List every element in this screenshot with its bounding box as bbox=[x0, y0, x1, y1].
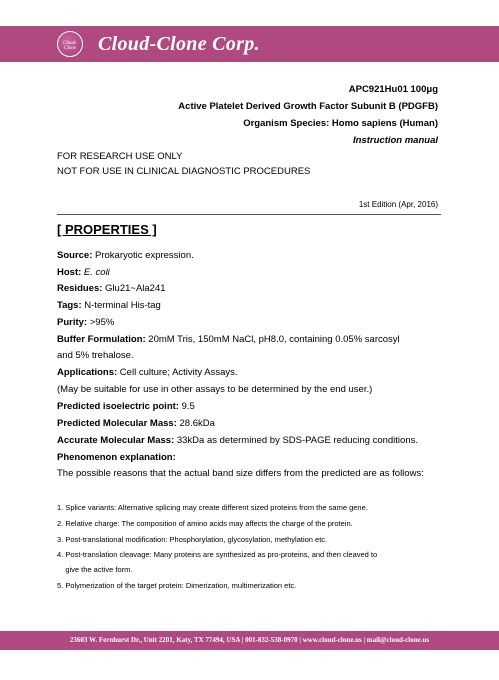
prop-buffer: Buffer Formulation: 20mM Tris, 150mM NaCl, pH8.0, containing 0.05% sarcosyl bbox=[57, 334, 400, 345]
clinical-notice: NOT FOR USE IN CLINICAL DIAGNOSTIC PROCEDURES bbox=[57, 166, 311, 177]
prop-residues: Residues: Glu21~Ala241 bbox=[57, 283, 166, 294]
prop-source: Source: Prokaryotic expression. bbox=[57, 250, 194, 261]
reason-item: 1. Splice variants: Alternative splicing may create different sized proteins from the same gene. bbox=[57, 503, 368, 512]
prop-phenomenon: Phenomenon explanation: bbox=[57, 452, 176, 463]
prop-buffer-cont: and 5% trehalose. bbox=[57, 350, 134, 361]
product-name: Active Platelet Derived Growth Factor Subunit B (PDGFB) bbox=[178, 101, 438, 112]
prop-pi: Predicted isoelectric point: 9.5 bbox=[57, 401, 195, 412]
section-title: [ PROPERTIES ] bbox=[57, 222, 157, 237]
divider bbox=[57, 214, 441, 215]
reason-item: 3. Post-translational modification: Phosphorylation, glycosylation, methylation etc. bbox=[57, 535, 328, 544]
manual-title: Instruction manual bbox=[353, 135, 438, 146]
organism-species: Organism Species: Homo sapiens (Human) bbox=[243, 118, 438, 129]
prop-purity: Purity: >95% bbox=[57, 317, 115, 328]
reason-item: 4. Post-translation cleavage: Many proteins are synthesized as pro-proteins, and then cleaved to bbox=[57, 550, 378, 559]
research-notice: FOR RESEARCH USE ONLY bbox=[57, 151, 183, 162]
footer-contact: 23603 W. Fernhurst Dr., Unit 2201, Katy, TX 77494, USA | 001-832-538-0970 | www.cloud-clone.us | mail@cloud-clone.us bbox=[0, 631, 499, 650]
reason-item: 5. Polymerization of the target protein: Dimerization, multimerization etc. bbox=[57, 581, 297, 590]
reason-item: give the active form. bbox=[57, 565, 133, 574]
prop-applications-note: (May be suitable for use in other assays to be determined by the end user.) bbox=[57, 384, 373, 395]
prop-host: Host: E. coli bbox=[57, 267, 110, 278]
prop-predicted-mass: Predicted Molecular Mass: 28.6kDa bbox=[57, 418, 215, 429]
company-logo bbox=[57, 31, 83, 57]
header-bar bbox=[0, 26, 499, 62]
prop-applications: Applications: Cell culture; Activity Assays. bbox=[57, 367, 238, 378]
prop-accurate-mass: Accurate Molecular Mass: 33kDa as determined by SDS-PAGE reducing conditions. bbox=[57, 435, 418, 446]
logo-text: Cloud-Clone bbox=[63, 41, 77, 51]
phenomenon-text: The possible reasons that the actual band size differs from the predicted are as follows: bbox=[57, 468, 424, 479]
edition-label: 1st Edition (Apr, 2016) bbox=[358, 200, 438, 209]
company-name: Cloud-Clone Corp. bbox=[98, 33, 260, 55]
product-code: APC921Hu01 100μg bbox=[348, 84, 438, 95]
prop-tags: Tags: N-terminal His-tag bbox=[57, 300, 161, 311]
reason-item: 2. Relative charge: The composition of amino acids may affects the charge of the protein. bbox=[57, 519, 353, 528]
